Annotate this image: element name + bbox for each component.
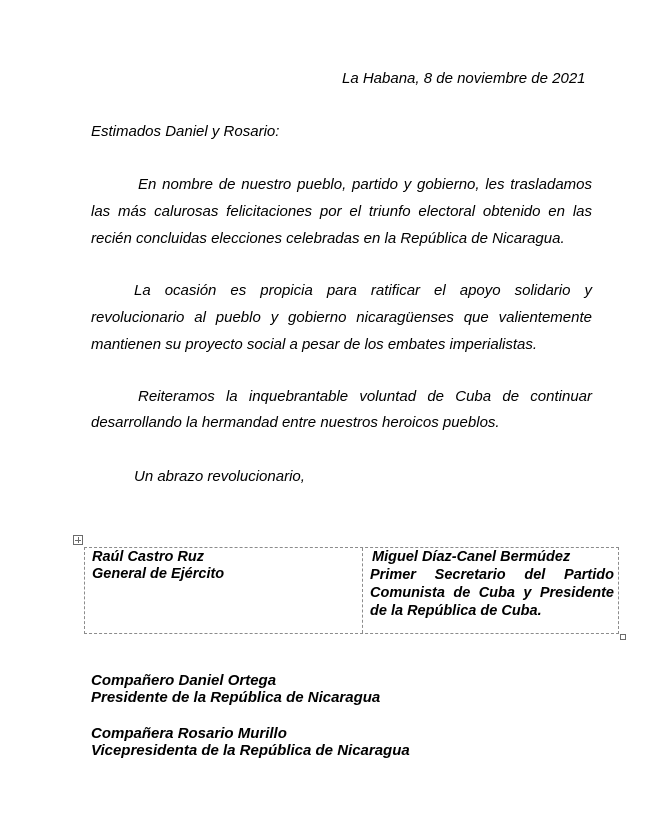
signature-table: [84, 547, 619, 634]
date-line: La Habana, 8 de noviembre de 2021: [342, 70, 586, 87]
signer-title-right-line: Primer Secretario del Partido: [370, 567, 614, 583]
paragraph-line: La ocasión es propicia para ratificar el apoyo solidario y: [134, 282, 592, 299]
signer-name-left: Raúl Castro Ruz: [92, 549, 204, 565]
paragraph-line: revolucionario al pueblo y gobierno nicaragüenses que valientemente: [91, 309, 592, 326]
signer-title-left: General de Ejército: [92, 566, 225, 582]
paragraph-line: las más calurosas felicitaciones por el triunfo electoral obtenido en las: [91, 203, 592, 220]
closing: Un abrazo revolucionario,: [134, 468, 305, 485]
paragraph-line: mantienen su proyecto social a pesar de los embates imperialistas.: [91, 336, 538, 353]
recipient-name: Compañera Rosario Murillo: [91, 725, 287, 742]
salutation: Estimados Daniel y Rosario:: [91, 123, 280, 140]
resize-handle-icon[interactable]: [620, 634, 626, 640]
move-handle-icon[interactable]: [73, 535, 83, 545]
recipient-name: Compañero Daniel Ortega: [91, 672, 277, 689]
table-column-divider: [362, 548, 363, 633]
paragraph-line: desarrollando la hermandad entre nuestros heroicos pueblos.: [91, 414, 500, 431]
signer-title-right-line: de la República de Cuba.: [370, 603, 542, 619]
recipient-title: Vicepresidenta de la República de Nicaragua: [91, 742, 410, 759]
recipient-title: Presidente de la República de Nicaragua: [91, 689, 381, 706]
paragraph-line: En nombre de nuestro pueblo, partido y gobierno, les trasladamos: [138, 176, 592, 193]
signer-name-right: Miguel Díaz-Canel Bermúdez: [372, 549, 571, 565]
paragraph-line: Reiteramos la inquebrantable voluntad de Cuba de continuar: [138, 388, 592, 405]
paragraph-line: recién concluidas elecciones celebradas en la República de Nicaragua.: [91, 230, 565, 247]
signer-title-right-line: Comunista de Cuba y Presidente: [370, 585, 614, 601]
